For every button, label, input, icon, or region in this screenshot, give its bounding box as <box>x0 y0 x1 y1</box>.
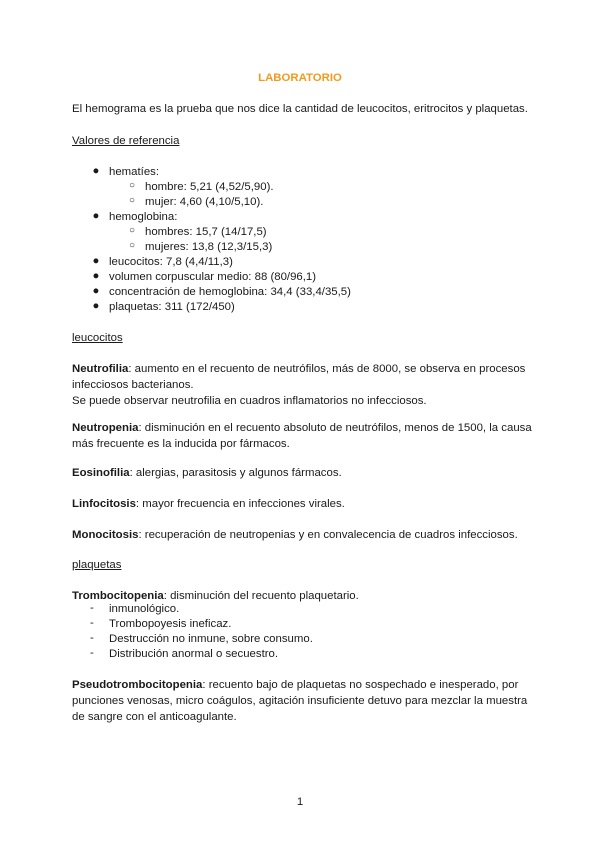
ref-hemoglobina-hombres: hombres: 15,7 (14/17,5) <box>145 226 267 238</box>
trombocitopenia-item: Destrucción no inmune, sobre consumo. <box>109 633 313 645</box>
neutropenia-line1: : disminución en el recuento absoluto de neutrófilos, menos de 1500, la causa <box>138 422 532 434</box>
eosinofilia-paragraph <box>72 465 532 481</box>
sub-bullet-icon: ○ <box>129 240 136 251</box>
term-trombocitopenia: Trombocitopenia <box>72 590 164 602</box>
bullet-icon: ● <box>92 210 100 222</box>
term-monocitosis: Monocitosis <box>72 529 139 541</box>
monocitosis-text: : recuperación de neutropenias y en convalecencia de cuadros infecciosos. <box>138 529 518 541</box>
ref-hematies-hombre: hombre: 5,21 (4,52/5,90). <box>145 181 274 193</box>
ref-leucocitos: leucocitos: 7,8 (4,4/11,3) <box>109 256 233 268</box>
sub-bullet-icon: ○ <box>129 225 136 236</box>
neutrofilia-line3: Se puede observar neutrofilia en cuadros inflamatorios no infecciosos. <box>72 395 427 407</box>
ref-hematies: hematíes: <box>109 166 160 178</box>
bullet-icon: ● <box>92 165 100 177</box>
trombocitopenia-text: : disminución del recuento plaquetario. <box>163 590 359 602</box>
bullet-icon: ● <box>92 300 100 312</box>
trombocitopenia-item: inmunológico. <box>109 603 180 615</box>
monocitosis-paragraph <box>72 527 532 543</box>
intro-paragraph: El hemograma es la prueba que nos dice la cantidad de leucocitos, eritrocitos y plaquetas. <box>72 103 528 115</box>
page-title: LABORATORIO <box>258 72 342 84</box>
ref-vcm: volumen corpuscular medio: 88 (80/96,1) <box>109 271 317 283</box>
ref-chcm: concentración de hemoglobina: 34,4 (33,4/35,5) <box>109 286 351 298</box>
sub-bullet-icon: ○ <box>129 195 136 206</box>
neutrofilia-line1: : aumento en el recuento de neutrófilos, más de 8000, se observa en procesos <box>128 363 526 375</box>
pseudo-line2: punciones venosas, micro coágulos, agitación insuficiente detuvo para mezclar la muestra <box>72 695 528 707</box>
dash-bullet-icon: - <box>90 617 94 629</box>
dash-bullet-icon: - <box>90 602 94 614</box>
term-pseudotrombocitopenia: Pseudotrombocitopenia <box>72 679 203 691</box>
ref-hemoglobina-mujeres: mujeres: 13,8 (12,3/15,3) <box>145 241 273 253</box>
term-neutropenia: Neutropenia <box>72 422 139 434</box>
neutrofilia-line2: infecciosos bacterianos. <box>72 379 194 391</box>
neutrofilia-paragraph <box>72 361 532 409</box>
neutropenia-paragraph <box>72 420 532 452</box>
bullet-icon: ● <box>92 270 100 282</box>
pseudo-line1: : recuento bajo de plaquetas no sospechado e inesperado, por <box>202 679 519 691</box>
trombocitopenia-item: Trombopoyesis ineficaz. <box>109 618 232 630</box>
ref-hematies-mujer: mujer: 4,60 (4,10/5,10). <box>145 196 264 208</box>
linfocitosis-text: : mayor frecuencia en infecciones virales. <box>135 498 345 510</box>
reference-heading: Valores de referencia <box>72 135 180 147</box>
trombocitopenia-item: Distribución anormal o secuestro. <box>109 648 279 660</box>
neutropenia-line2: más frecuente es la inducida por fármacos. <box>72 438 290 450</box>
ref-hemoglobina: hemoglobina: <box>109 211 178 223</box>
bullet-icon: ● <box>92 285 100 297</box>
sub-bullet-icon: ○ <box>129 180 136 191</box>
plaquetas-heading: plaquetas <box>72 559 122 571</box>
dash-bullet-icon: - <box>90 632 94 644</box>
linfocitosis-paragraph <box>72 496 532 512</box>
pseudo-line3: de sangre con el anticoagulante. <box>72 711 237 723</box>
leucocitos-heading: leucocitos <box>72 332 123 344</box>
bullet-icon: ● <box>92 255 100 267</box>
term-linfocitosis: Linfocitosis <box>72 498 136 510</box>
term-neutrofilia: Neutrofilia <box>72 363 129 375</box>
dash-bullet-icon: - <box>90 647 94 659</box>
page-number: 1 <box>296 796 304 808</box>
term-eosinofilia: Eosinofilia <box>72 467 130 479</box>
pseudotrombocitopenia-paragraph <box>72 677 532 725</box>
ref-plaquetas: plaquetas: 311 (172/450) <box>109 301 235 313</box>
eosinofilia-text: : alergias, parasitosis y algunos fármacos. <box>129 467 342 479</box>
